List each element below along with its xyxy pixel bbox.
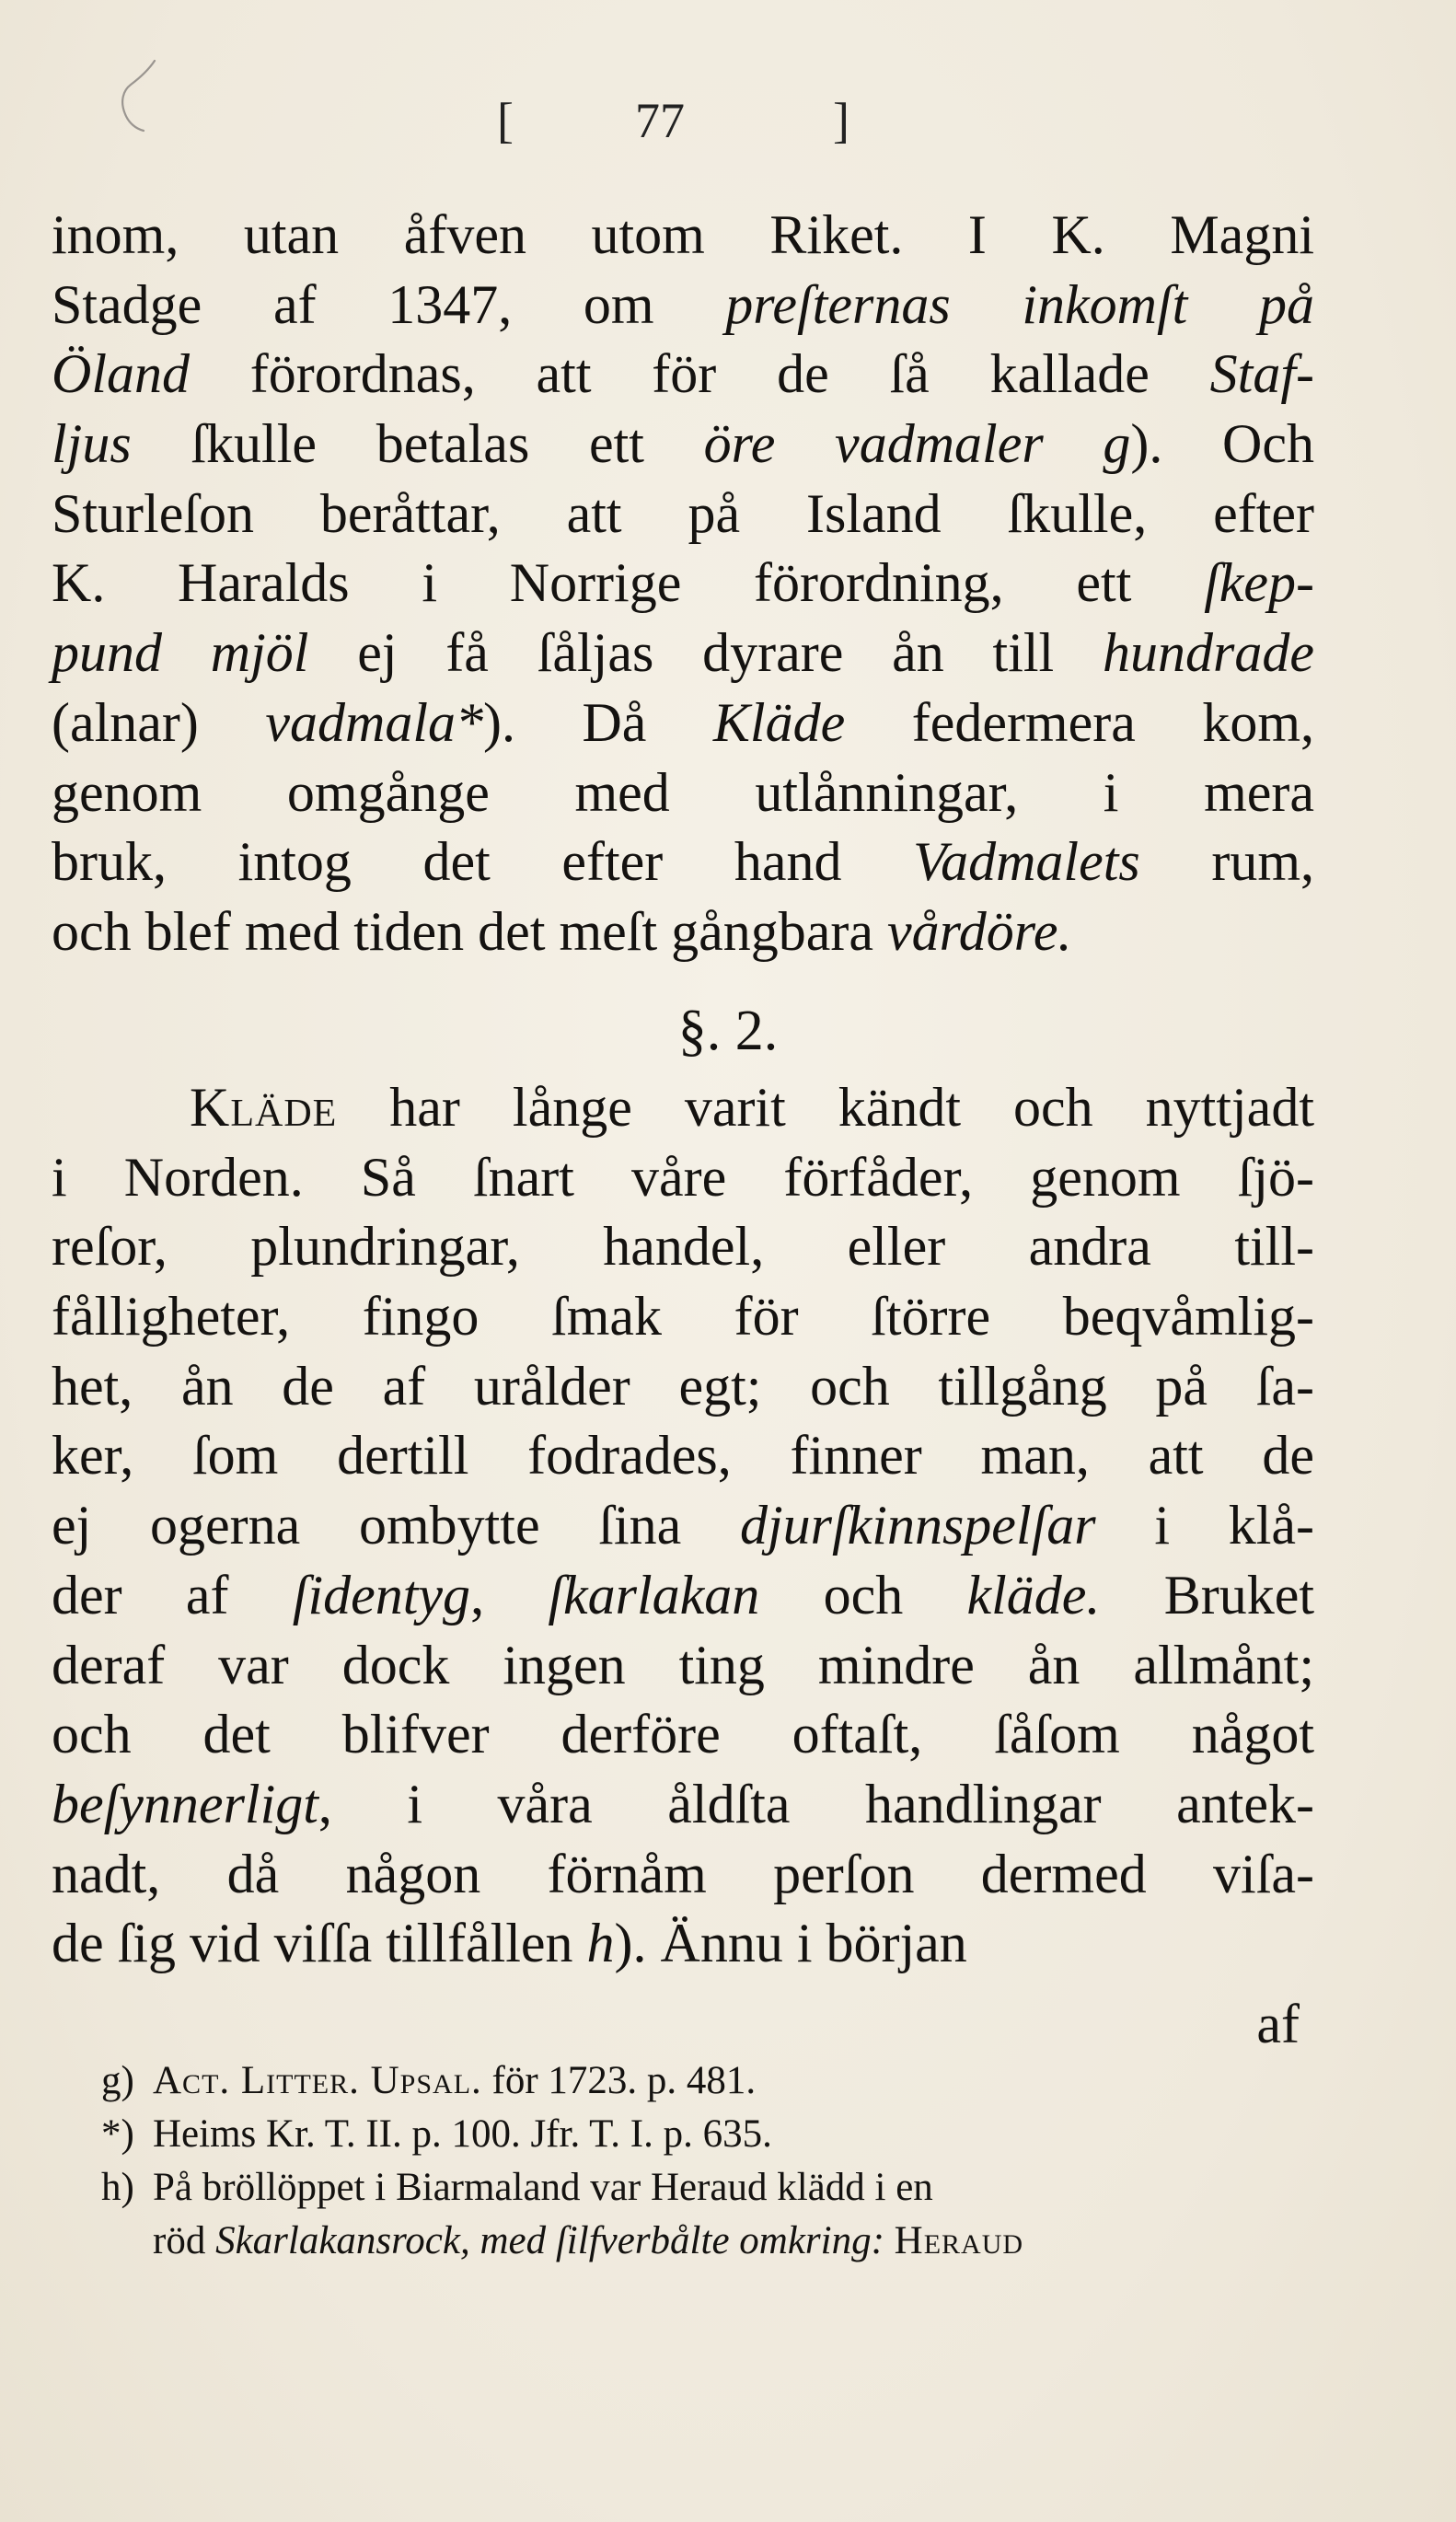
text-run: röd (153, 2219, 216, 2262)
page-number: 77 (635, 93, 685, 148)
footnote (101, 2054, 1316, 2108)
text-line (52, 1840, 1314, 1910)
catchword: af (1256, 1994, 1300, 2054)
text-run: fålligheter, fingo ſmak för ſtörre beqvåmlig- (52, 1286, 1314, 1348)
italic-text: Öland (52, 343, 190, 405)
text-run: inom, utan åfven utom Riket. I K. Magni (52, 204, 1314, 265)
italic-text: preſternas inkomſt på (725, 273, 1314, 335)
italic-text: vadmala* (265, 691, 483, 753)
text-run: har långe varit kändt och nyttjadt (337, 1077, 1314, 1138)
text-run: förordnas, att för de ſå kallade (190, 343, 1210, 405)
italic-text: pund mjöl (52, 622, 309, 684)
text-run: På bröllöppet i Biarmaland var Heraud klädd i en (153, 2166, 933, 2209)
text-run: ker, ſom dertill fodrades, finner man, att de (52, 1425, 1314, 1487)
text-line (52, 1491, 1314, 1561)
text-run: de ſig vid viſſa tillfållen (52, 1913, 587, 1974)
footnotes (101, 2054, 1316, 2268)
text-line (52, 688, 1314, 758)
text-line (52, 1143, 1314, 1213)
text-run: het, ån de af urålder egt; och tillgång på ſa- (52, 1355, 1314, 1417)
text-run: ej få ſåljas dyrare ån till (308, 622, 1104, 684)
text-line (52, 1421, 1314, 1491)
footnote-mark: *) (101, 2112, 134, 2156)
small-caps-text: Act. Litter. Upsal. (153, 2059, 482, 2102)
paragraph-2 (52, 1073, 1314, 1979)
text-run: reſor, plundringar, handel, eller andra till- (52, 1216, 1314, 1278)
page-header (497, 92, 884, 166)
text-run: federmera kom, (845, 691, 1314, 753)
text-line (52, 1770, 1314, 1840)
text-run: der af (52, 1564, 293, 1625)
text-line (52, 1282, 1314, 1352)
text-run: i klå- (1095, 1495, 1314, 1556)
footnote (101, 2108, 1316, 2161)
text-run: och (759, 1564, 967, 1625)
text-run: Stadge af 1347, om (52, 273, 726, 335)
text-run: ej ogerna ombytte ſina (52, 1495, 740, 1556)
paragraph-1 (52, 201, 1314, 967)
footnote (101, 2215, 1316, 2268)
italic-text: ſidentyg (292, 1564, 471, 1625)
text-run: genom omgånge med utlånningar, i mera (52, 761, 1314, 823)
italic-text: h (586, 1913, 615, 1974)
italic-text: ſkep- (1204, 552, 1314, 614)
text-line (52, 827, 1314, 897)
text-run: och blef med tiden det meſt gångbara (52, 900, 887, 962)
text-run: ). Ännu i början (614, 1913, 967, 1974)
italic-text: djurſkinnspelſar (739, 1495, 1096, 1556)
header-left-bracket: [ (497, 93, 514, 148)
text-line (52, 410, 1314, 480)
text-line (52, 1212, 1314, 1282)
italic-text: öre vadmaler g (703, 413, 1131, 475)
italic-text: Kläde (712, 691, 846, 753)
header-right-bracket: ] (833, 93, 849, 148)
text-run: bruk, intog det efter hand (52, 831, 914, 893)
italic-text: Vadmalets (913, 831, 1140, 893)
text-run: ſkulle betalas ett (131, 413, 704, 475)
section-heading: §. 2. (677, 1000, 779, 1062)
text-run: ). Då (483, 691, 713, 753)
text-run: Bruket (1100, 1564, 1314, 1625)
italic-text: vårdöre. (887, 900, 1072, 962)
text-line (52, 758, 1314, 828)
text-line (52, 549, 1314, 619)
italic-text: Staf- (1209, 343, 1314, 405)
text-run: deraf var dock ingen ting mindre ån allmånt; (52, 1634, 1314, 1695)
text-run: (alnar) (52, 691, 266, 753)
italic-text: hundrade (1103, 622, 1314, 684)
text-run: nadt, då någon förnåm perſon dermed viſa- (52, 1843, 1314, 1904)
text-run: i Norden. Så ſnart våre förfåder, genom ſjö- (52, 1146, 1314, 1208)
italic-text: kläde. (966, 1564, 1101, 1625)
text-run: , (470, 1564, 549, 1625)
text-line (52, 1631, 1314, 1701)
text-line (52, 1352, 1314, 1422)
italic-text: ſkarlakan (548, 1564, 760, 1625)
text-line (52, 619, 1314, 688)
text-run: K. Haralds i Norrige förordning, ett (52, 552, 1205, 614)
pencil-mark-icon (110, 53, 175, 136)
text-run: Sturleſon beråttar, att på Island ſkulle, efter (52, 482, 1314, 544)
italic-text: beſynnerligt (52, 1773, 318, 1834)
text-run: Heims Kr. T. II. p. 100. Jfr. T. I. p. 635. (153, 2112, 772, 2156)
text-line (52, 201, 1314, 271)
text-line (52, 1073, 1314, 1143)
footnote-mark: h) (101, 2166, 134, 2209)
small-caps-text: Heraud (894, 2219, 1024, 2262)
text-line (52, 1561, 1314, 1631)
text-run: för 1723. p. 481. (481, 2059, 757, 2102)
text-line (52, 271, 1314, 341)
text-run (884, 2219, 895, 2262)
text-line (52, 1909, 1314, 1979)
italic-text: Skarlakansrock, med ſilfverbålte omkring: (215, 2219, 884, 2262)
italic-text: ljus (52, 413, 132, 475)
text-line (52, 1700, 1314, 1770)
text-run: ). Och (1130, 413, 1314, 475)
text-run: och det blifver derföre oftaſt, ſåſom något (52, 1704, 1314, 1765)
footnote (101, 2161, 1316, 2215)
text-run: rum, (1139, 831, 1314, 893)
footnote-mark: g) (101, 2059, 134, 2102)
text-run: , i våra åldſta handlingar antek- (318, 1773, 1314, 1834)
text-line (52, 480, 1314, 550)
text-line (52, 897, 1314, 967)
small-caps-text: Kläde (190, 1077, 338, 1138)
text-line (52, 340, 1314, 410)
